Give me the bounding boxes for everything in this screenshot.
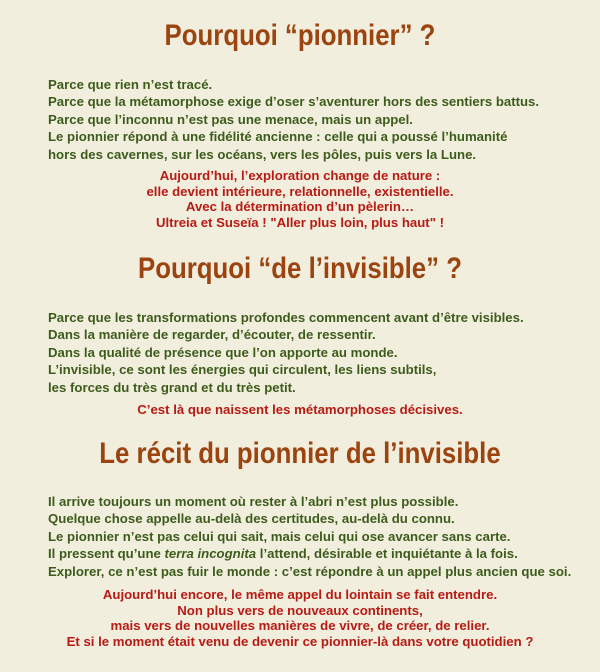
paragraph-line-terra-incognita (48, 545, 578, 562)
paragraph-line: Parce que rien n’est tracé. (48, 77, 213, 92)
section-paragraph-recit (48, 493, 578, 580)
paragraph-line: Quelque chose appelle au-delà des certitudes, au-delà du connu. (48, 511, 455, 527)
quote-line: mais vers de nouvelles manières de vivre, de créer, de relier. (110, 618, 490, 634)
quote-line: Non plus vers de nouveaux continents, (177, 602, 423, 618)
paragraph-line: Parce que l’inconnu n’est pas une menace, mais un appel. (48, 111, 413, 127)
paragraph-line: Explorer, ce n’est pas fuir le monde : c’est répondre à un appel plus ancien que soi. (48, 563, 572, 579)
terra-incognita-emphasis: terra incognita (164, 546, 257, 562)
paragraph-line: L’invisible, ce sont les énergies qui circulent, les liens subtils, (48, 362, 437, 378)
paragraph-line: les forces du très grand et du très petit. (48, 379, 296, 395)
quote-line: Avec la détermination d’un pèlerin… (185, 199, 415, 215)
paragraph-line: Parce que la métamorphose exige d’oser s’aventurer hors des sentiers battus. (48, 94, 540, 110)
quote-line: C’est là que naissent les métamorphoses décisives. (137, 402, 463, 417)
section-paragraph-pionnier (48, 76, 578, 163)
highlight-quote-invisible (0, 402, 600, 418)
quote-line: elle devient intérieure, relationnelle, existentielle. (146, 183, 454, 199)
section-title-pionnier: Pourquoi “pionnier” ? (164, 19, 436, 52)
paragraph-line: hors des cavernes, sur les océans, vers les pôles, puis vers la Lune. (48, 146, 477, 162)
quote-line: Aujourd’hui, l’exploration change de nature : (159, 168, 441, 183)
quote-line: Et si le moment était venu de devenir ce pionnier-là dans votre quotidien ? (66, 633, 534, 649)
highlight-quote-recit (0, 587, 600, 649)
paragraph-line: Dans la qualité de présence que l’on apporte au monde. (48, 344, 398, 360)
section-title-invisible: Pourquoi “de l’invisible” ? (138, 252, 462, 285)
section-title-recit: Le récit du pionnier de l’invisible (99, 437, 501, 470)
paragraph-line: Dans la manière de regarder, d’écouter, de ressentir. (48, 327, 376, 343)
paragraph-line: Le pionnier n’est pas celui qui sait, mais celui qui ose avancer sans carte. (48, 528, 511, 544)
highlight-quote-pionnier (0, 168, 600, 230)
paragraph-line: Il arrive toujours un moment où rester à l’abri n’est plus possible. (48, 494, 459, 509)
line-text-before: Il pressent qu’une (48, 546, 165, 562)
quote-line: Aujourd’hui encore, le même appel du lointain se fait entendre. (102, 587, 498, 602)
line-text-after: l’attend, désirable et inquiétante à la fois. (256, 546, 518, 562)
section-paragraph-invisible (48, 309, 578, 396)
paragraph-line: Parce que les transformations profondes commencent avant d’être visibles. (48, 310, 524, 325)
paragraph-line: Le pionnier répond à une fidélité ancienne : celle qui a poussé l’humanité (48, 129, 508, 145)
quote-line: Ultreia et Suseïa ! "Aller plus loin, plus haut" ! (155, 214, 445, 230)
